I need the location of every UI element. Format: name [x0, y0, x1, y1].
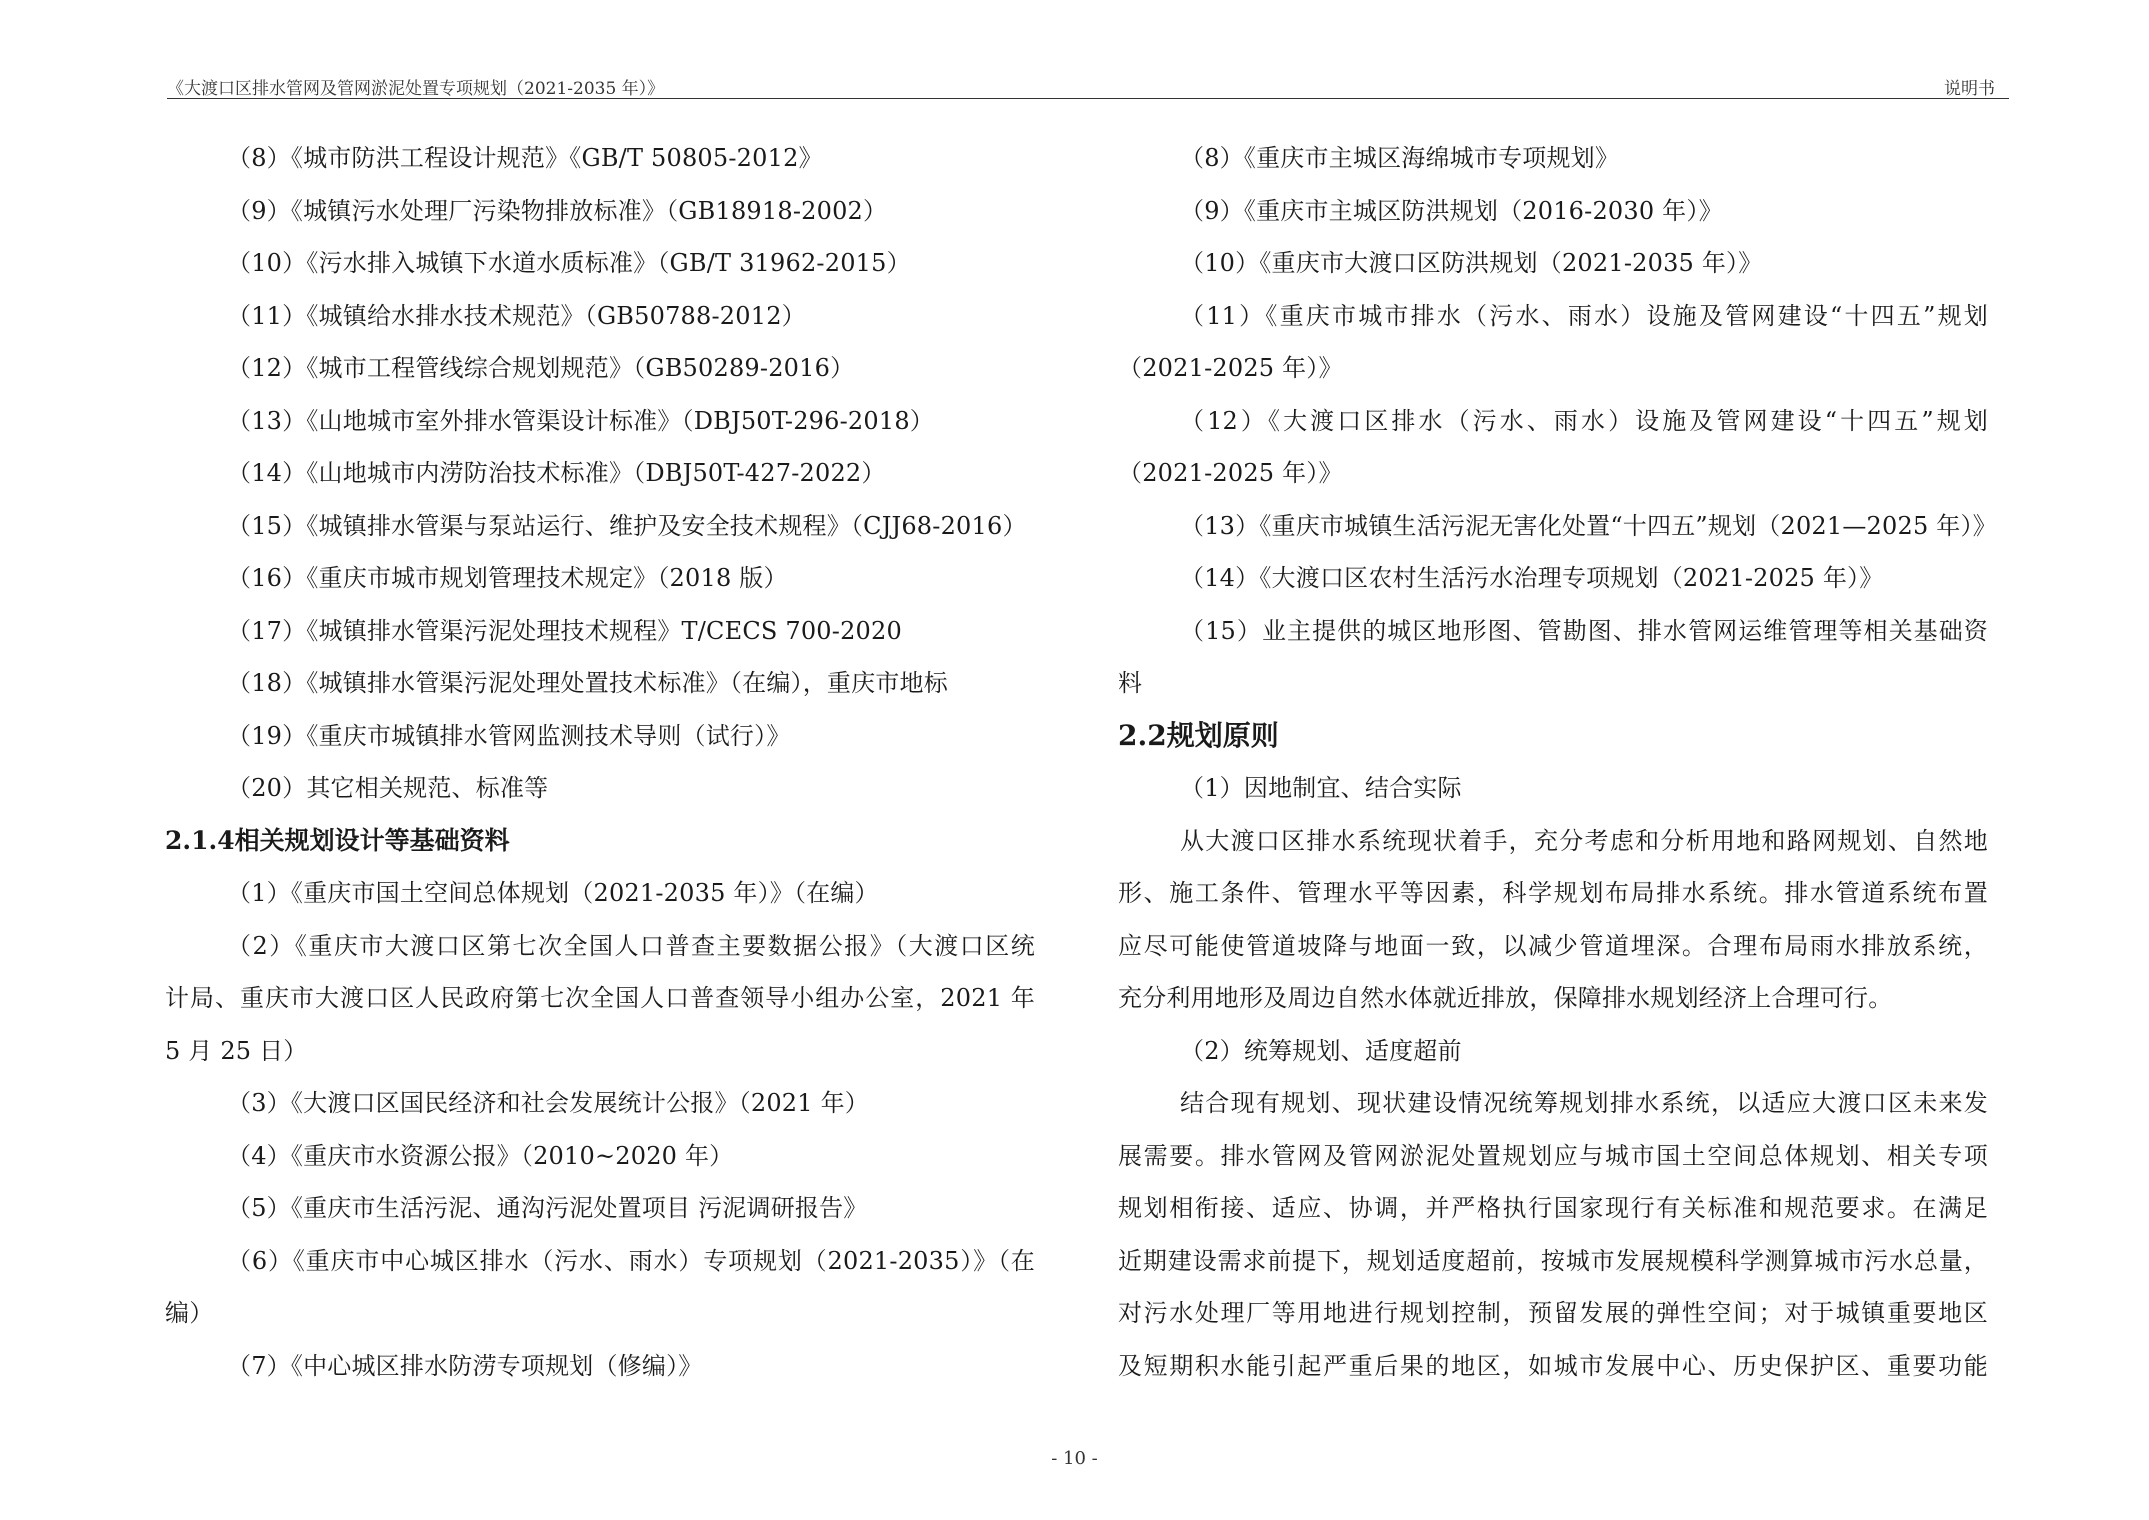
paragraph-line: 及短期积水能引起严重后果的地区，如城市发展中心、历史保护区、重要功能: [1118, 1351, 1988, 1380]
principle-title: （1）因地制宜、结合实际: [1180, 774, 1462, 802]
list-item: （7）《中心城区排水防涝专项规划（修编）》: [227, 1351, 703, 1380]
list-item: （8）《重庆市主城区海绵城市专项规划》: [1180, 144, 1620, 172]
list-item: （13）《重庆市城镇生活污泥无害化处置“十四五”规划（2021—2025 年）》: [1180, 511, 1997, 540]
section-heading-2-1-4: 2.1.4相关规划设计等基础资料: [165, 825, 510, 855]
header-doc-type: 说明书: [1944, 79, 1995, 99]
list-item: （16）《重庆市城市规划管理技术规定》（2018 版）: [227, 564, 788, 592]
list-item-line: 料: [1118, 669, 1143, 697]
paragraph-line: 结合现有规划、现状建设情况统筹规划排水系统，以适应大渡口区未来发: [1180, 1089, 1988, 1117]
list-item: （13）《山地城市室外排水管渠设计标准》（DBJ50T-296-2018）: [227, 406, 934, 435]
paragraph-line: 展需要。排水管网及管网淤泥处置规划应与城市国土空间总体规划、相关专项: [1118, 1141, 1988, 1170]
page-header: [167, 68, 2009, 99]
list-item-line: 计局、重庆市大渡口区人民政府第七次全国人口普查领导小组办公室，2021 年: [165, 984, 1035, 1012]
paragraph-line: 充分利用地形及周边自然水体就近排放，保障排水规划经济上合理可行。: [1118, 984, 1893, 1012]
list-item-line: （2021-2025 年）》: [1118, 459, 1343, 487]
list-item-line: （15）业主提供的城区地形图、管勘图、排水管网运维管理等相关基础资: [1180, 616, 1988, 645]
list-item-line: （6）《重庆市中心城区排水（污水、雨水）专项规划（2021-2035）》（在: [227, 1246, 1035, 1275]
principle-title: （2）统筹规划、适度超前: [1180, 1036, 1462, 1065]
list-item: （10）《重庆市大渡口区防洪规划（2021-2035 年）》: [1180, 249, 1763, 277]
list-item: （14）《大渡口区农村生活污水治理专项规划（2021-2025 年）》: [1180, 564, 1884, 592]
list-item: （4）《重庆市水资源公报》（2010~2020 年）: [227, 1141, 734, 1170]
list-item: （11）《城镇给水排水技术规范》（GB50788-2012）: [227, 301, 806, 330]
page-number: - 10 -: [1051, 1448, 1098, 1469]
list-item: （19）《重庆市城镇排水管网监测技术导则（试行）》: [227, 721, 791, 750]
section-heading-2-2: 2.2规划原则: [1118, 718, 1279, 752]
list-item: （20）其它相关规范、标准等: [227, 774, 549, 802]
list-item: （17）《城镇排水管渠污泥处理技术规程》T/CECS 700-2020: [227, 616, 902, 645]
paragraph-line: 规划相衔接、适应、协调，并严格执行国家现行有关标准和规范要求。在满足: [1118, 1194, 1988, 1222]
list-item: （15）《城镇排水管渠与泵站运行、维护及安全技术规程》（CJJ68-2016）: [227, 511, 1027, 540]
right-column: [1118, 132, 1997, 1392]
list-item: （9）《重庆市主城区防洪规划（2016-2030 年）》: [1180, 196, 1723, 225]
list-item: （8）《城市防洪工程设计规范》《GB/T 50805-2012》: [227, 144, 823, 172]
paragraph-line: 应尽可能使管道坡降与地面一致，以减少管道埋深。合理布局雨水排放系统，: [1118, 931, 1988, 960]
list-item: （9）《城镇污水处理厂污染物排放标准》（GB18918-2002）: [227, 196, 888, 225]
list-item-line: （2）《重庆市大渡口区第七次全国人口普查主要数据公报》（大渡口区统: [227, 931, 1035, 960]
list-item: （14）《山地城市内涝防治技术标准》（DBJ50T-427-2022）: [227, 459, 886, 487]
list-item: （5）《重庆市生活污泥、通沟污泥处置项目 污泥调研报告》: [227, 1194, 868, 1222]
paragraph-line: 形、施工条件、管理水平等因素，科学规划布局排水系统。排水管道系统布置: [1118, 879, 1988, 907]
left-column: [165, 132, 1035, 1392]
paragraph-line: 对污水处理厂等用地进行规划控制，预留发展的弹性空间；对于城镇重要地区: [1118, 1299, 1988, 1327]
list-item-line: （2021-2025 年）》: [1118, 354, 1343, 382]
list-item-line: （12）《大渡口区排水（污水、雨水）设施及管网建设“十四五”规划: [1180, 406, 1988, 435]
list-item: （12）《城市工程管线综合规划规范》（GB50289-2016）: [227, 354, 855, 382]
paragraph-line: 近期建设需求前提下，规划适度超前，按城市发展规模科学测算城市污水总量，: [1118, 1246, 1988, 1275]
paragraph-line: 从大渡口区排水系统现状着手，充分考虑和分析用地和路网规划、自然地: [1180, 826, 1988, 855]
header-title: 《大渡口区排水管网及管网淤泥处置专项规划（2021-2035 年）》: [167, 79, 665, 99]
list-item: （3）《大渡口区国民经济和社会发展统计公报》（2021 年）: [227, 1089, 869, 1117]
list-item-line: （11）《重庆市城市排水（污水、雨水）设施及管网建设“十四五”规划: [1180, 301, 1988, 330]
list-item-line: 5 月 25 日）: [165, 1036, 308, 1065]
list-item-line: 编）: [165, 1299, 214, 1327]
list-item: （18）《城镇排水管渠污泥处理处置技术标准》（在编），重庆市地标: [227, 669, 948, 697]
list-item: （1）《重庆市国土空间总体规划（2021-2035 年）》（在编）: [227, 879, 879, 907]
list-item: （10）《污水排入城镇下水道水质标准》（GB/T 31962-2015）: [227, 249, 911, 277]
